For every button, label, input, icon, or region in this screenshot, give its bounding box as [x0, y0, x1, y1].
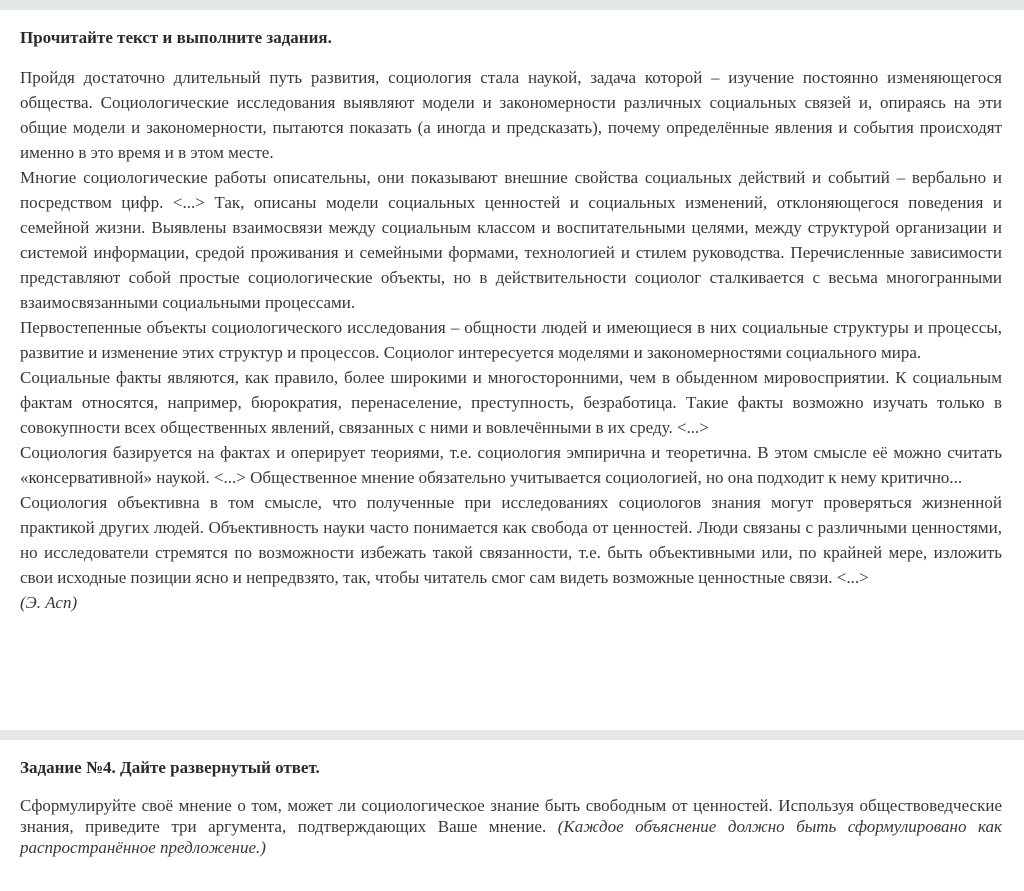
paragraph-5: Социология базируется на фактах и оперирует теориями, т.е. социология эмпирична и теоретична. В этом смысле её можно считать «консервативной» наукой. <...> Общественное мнение обязательно учитывается социологией, но она подходит к нему критично...	[20, 443, 1002, 487]
task-note: (Каждое объяснение должно быть сформулировано как распространённое предложение.)	[20, 817, 1002, 857]
paragraph-3: Первостепенные объекты социологического исследования – общности людей и имеющиеся в них социальные структуры и процессы, развитие и изменение этих структур и процессов. Социолог интересуется моделями и закономерностями социального мира.	[20, 318, 1002, 362]
paragraph-2: Многие социологические работы описательны, они показывают внешние свойства социальных действий и событий – вербально и посредством цифр. <...> Так, описаны модели социальных ценностей и социальных изменений, отклоняющегося поведения и семейной жизни. Выявлены взаимосвязи между социальным классом и воспитательными целями, между структурой организации и системой информации, средой проживания и семейными формами, технологией и стилем руководства. Перечисленные зависимости представляют собой простые социологические объекты, но в действительности социолог сталкивается с весьма многогранными взаимосвязанными социальными процессами.	[20, 168, 1002, 312]
task-instruction: Сформулируйте своё мнение о том, может ли социологическое знание быть свободным от ценностей. Используя обществоведческие знания, приведите три аргумента, подтверждающих Ваше мнение.	[20, 796, 1002, 836]
paragraph-6: Социология объективна в том смысле, что полученные при исследованиях социологов знания могут проверяться жизненной практикой других людей. Объективность науки часто понимается как свобода от ценностей. Люди связаны с различными ценностями, но исследователи стремятся по возможности избежать такой связанности, т.е. быть объективными или, по крайней мере, изложить свои исходные позиции ясно и непредвзято, так, чтобы читатель смог сам видеть возможные ценностные связи. <...>	[20, 493, 1002, 587]
reading-heading: Прочитайте текст и выполните задания.	[20, 28, 332, 47]
top-divider	[0, 0, 1024, 10]
reading-text	[20, 65, 1002, 615]
reading-section	[20, 27, 1002, 615]
task-section	[20, 757, 1002, 875]
source-attribution: (Э. Асп)	[20, 593, 78, 612]
task-text	[20, 795, 1002, 858]
paragraph-4: Социальные факты являются, как правило, более широкими и многосторонними, чем в обыденном мировосприятии. К социальным фактам относятся, например, бюрократия, перенаселение, преступность, безработица. Такие факты возможно изучать только в совокупности всех общественных явлений, связанных с ними и вовлечёнными в их среду. <...>	[20, 368, 1002, 437]
paragraph-1: Пройдя достаточно длительный путь развития, социология стала наукой, задача которой – изучение постоянно изменяющегося общества. Социологические исследования выявляют модели и закономерности различных социальных связей и, опираясь на эти общие модели и закономерности, пытаются показать (а иногда и предсказать), почему определённые явления и события происходят именно в это время и в этом месте.	[20, 68, 1002, 162]
task-heading: Задание №4. Дайте развернутый ответ.	[20, 758, 320, 777]
section-divider	[0, 730, 1024, 740]
